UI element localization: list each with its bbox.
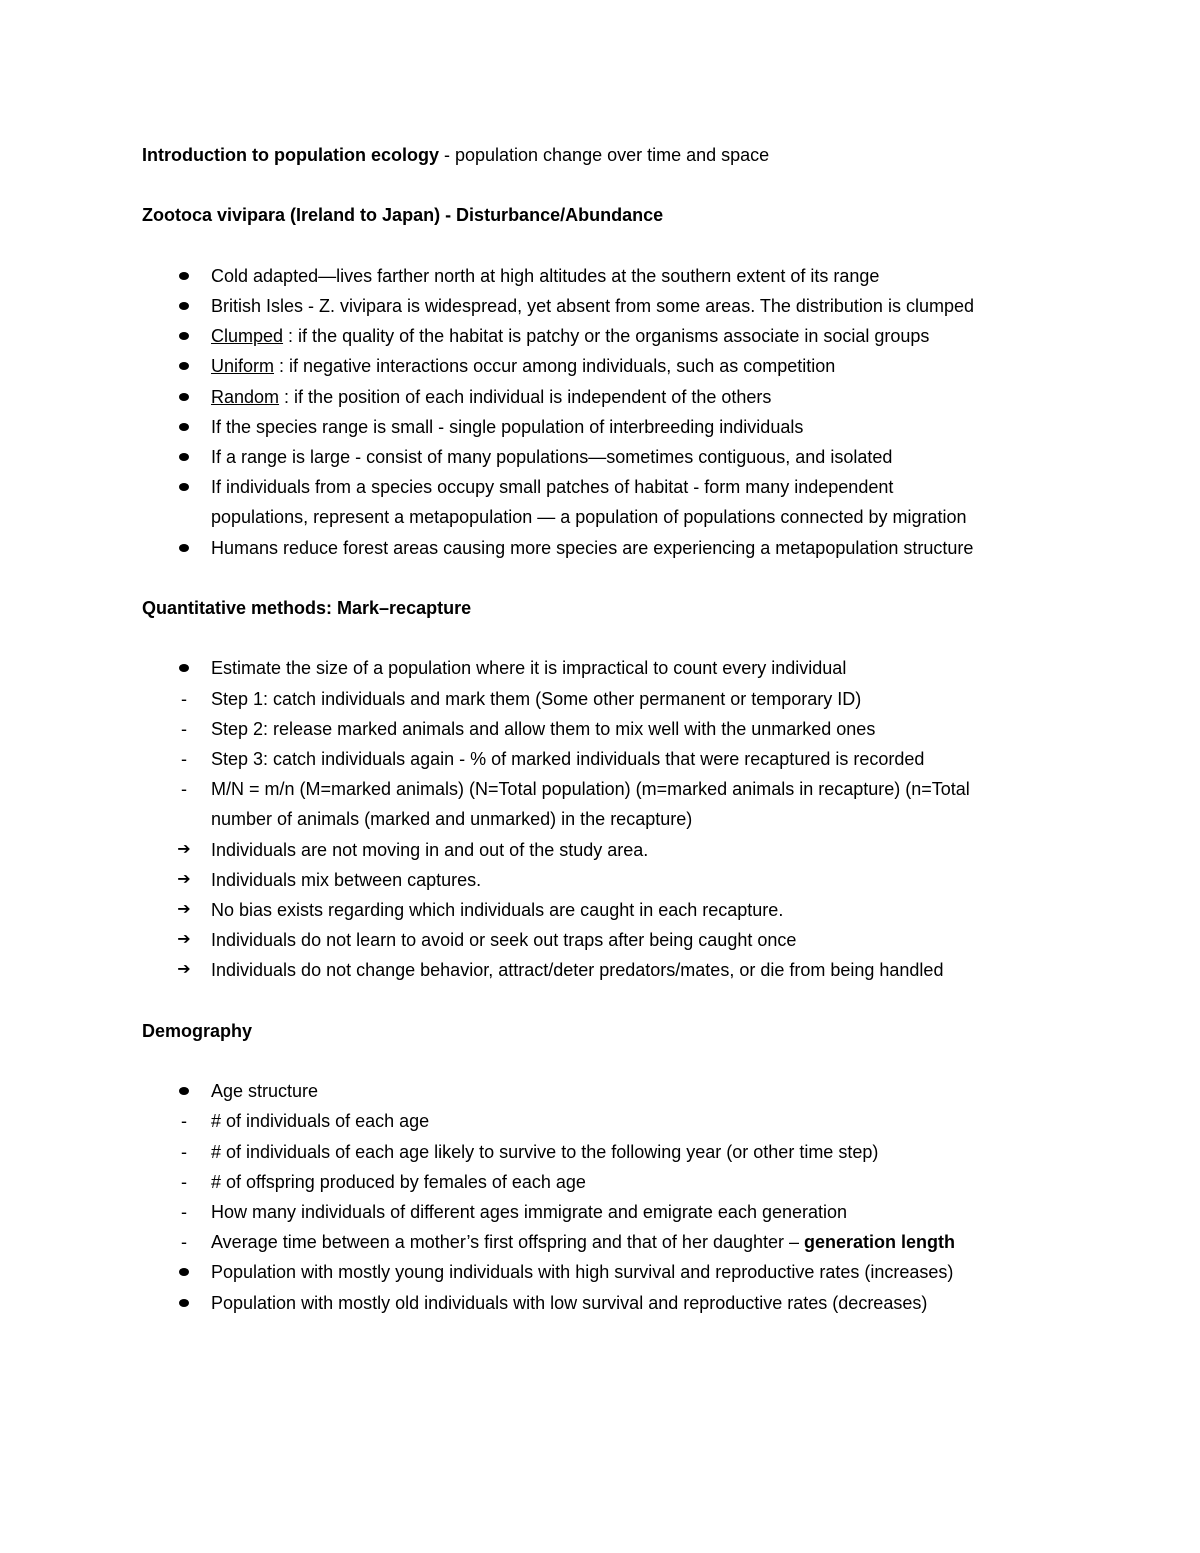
arrow-right-icon: ➔ xyxy=(177,961,191,979)
arrow-right-icon: ➔ xyxy=(177,840,191,858)
list-item: - M/N = m/n (M=marked animals) (N=Total population) (m=marked animals in recapture) (n=Total number of animals (marked and unmarked) in the recapture) xyxy=(142,774,1072,834)
list-item: Random : if the position of each individual is independent of the others xyxy=(211,386,772,407)
list-item: - How many individuals of different ages immigrate and emigrate each generation xyxy=(142,1197,1072,1227)
dash-icon: - xyxy=(181,1201,187,1222)
list-item: Population with mostly old individuals with low survival and reproductive rates (decreases) xyxy=(211,1292,928,1313)
heading-introduction-bold: Introduction to population ecology xyxy=(142,145,439,165)
list-item: Clumped : if the quality of the habitat is patchy or the organisms associate in social groups xyxy=(211,326,930,347)
arrow-right-icon: ➔ xyxy=(177,900,191,918)
list-item: - # of individuals of each age likely to survive to the following year (or other time step) xyxy=(142,1137,1072,1167)
list-item: - Step 1: catch individuals and mark them (Some other permanent or temporary ID) xyxy=(142,684,1072,714)
section-mark-recapture-list xyxy=(142,653,1072,985)
list-item: ➔ Individuals do not learn to avoid or seek out traps after being caught once xyxy=(142,925,1072,955)
list-item: - Average time between a mother’s first offspring and that of her daughter – generation length xyxy=(142,1227,1072,1257)
dash-icon: - xyxy=(181,718,187,739)
dash-icon: - xyxy=(181,688,187,709)
heading-mark-recapture: Quantitative methods: Mark–recapture xyxy=(142,597,472,618)
list-item: Estimate the size of a population where it is impractical to count every individual xyxy=(211,658,847,679)
list-item: - # of individuals of each age xyxy=(142,1106,1072,1136)
term-random: Random xyxy=(211,386,280,407)
dash-icon: - xyxy=(181,779,187,800)
list-item: Humans reduce forest areas causing more species are experiencing a metapopulation structure xyxy=(211,537,974,558)
dash-icon: - xyxy=(181,1141,187,1162)
arrow-right-icon: ➔ xyxy=(177,931,191,949)
heading-zootoca: Zootoca vivipara (Ireland to Japan) - Disturbance/Abundance xyxy=(142,205,664,226)
term-uniform: Uniform xyxy=(211,356,275,377)
term-clumped: Clumped xyxy=(211,326,284,347)
list-item: - Step 2: release marked animals and allow them to mix well with the unmarked ones xyxy=(142,714,1072,744)
list-item: - # of offspring produced by females of each age xyxy=(142,1167,1072,1197)
heading-demography: Demography xyxy=(142,1020,253,1041)
list-item: Population with mostly young individuals with high survival and reproductive rates (increases) xyxy=(211,1262,954,1283)
heading-introduction-rest: - population change over time and space xyxy=(438,145,770,165)
list-item: If the species range is small - single population of interbreeding individuals xyxy=(211,416,804,437)
dash-icon: - xyxy=(181,1171,187,1192)
heading-introduction xyxy=(142,140,1072,170)
list-item: ➔ No bias exists regarding which individuals are caught in each recapture. xyxy=(142,895,1072,925)
arrow-right-icon: ➔ xyxy=(177,870,191,888)
list-item: - Step 3: catch individuals again - % of marked individuals that were recaptured is recorded xyxy=(142,744,1072,774)
list-item: If individuals from a species occupy small patches of habitat - form many independent populations, represent a metapopulation — a population of populations connected by migration xyxy=(211,477,967,528)
dash-icon: - xyxy=(181,748,187,769)
list-item: If a range is large - consist of many populations—sometimes contiguous, and isolated xyxy=(211,446,893,467)
list-item: Uniform : if negative interactions occur among individuals, such as competition xyxy=(211,356,836,377)
document-page xyxy=(142,140,1072,1318)
list-item: British Isles - Z. vivipara is widespread, yet absent from some areas. The distribution is clumped xyxy=(211,295,974,316)
list-item: ➔ Individuals mix between captures. xyxy=(142,865,1072,895)
section-distribution-list xyxy=(142,261,1072,563)
list-item: ➔ Individuals are not moving in and out of the study area. xyxy=(142,835,1072,865)
section-demography-list xyxy=(142,1076,1072,1318)
list-item: Cold adapted—lives farther north at high altitudes at the southern extent of its range xyxy=(211,265,880,286)
dash-icon: - xyxy=(181,1232,187,1253)
term-generation-length: generation length xyxy=(804,1232,956,1253)
list-item: ➔ Individuals do not change behavior, attract/deter predators/mates, or die from being handled xyxy=(142,955,1072,985)
list-item: Age structure xyxy=(211,1081,319,1102)
dash-icon: - xyxy=(181,1111,187,1132)
